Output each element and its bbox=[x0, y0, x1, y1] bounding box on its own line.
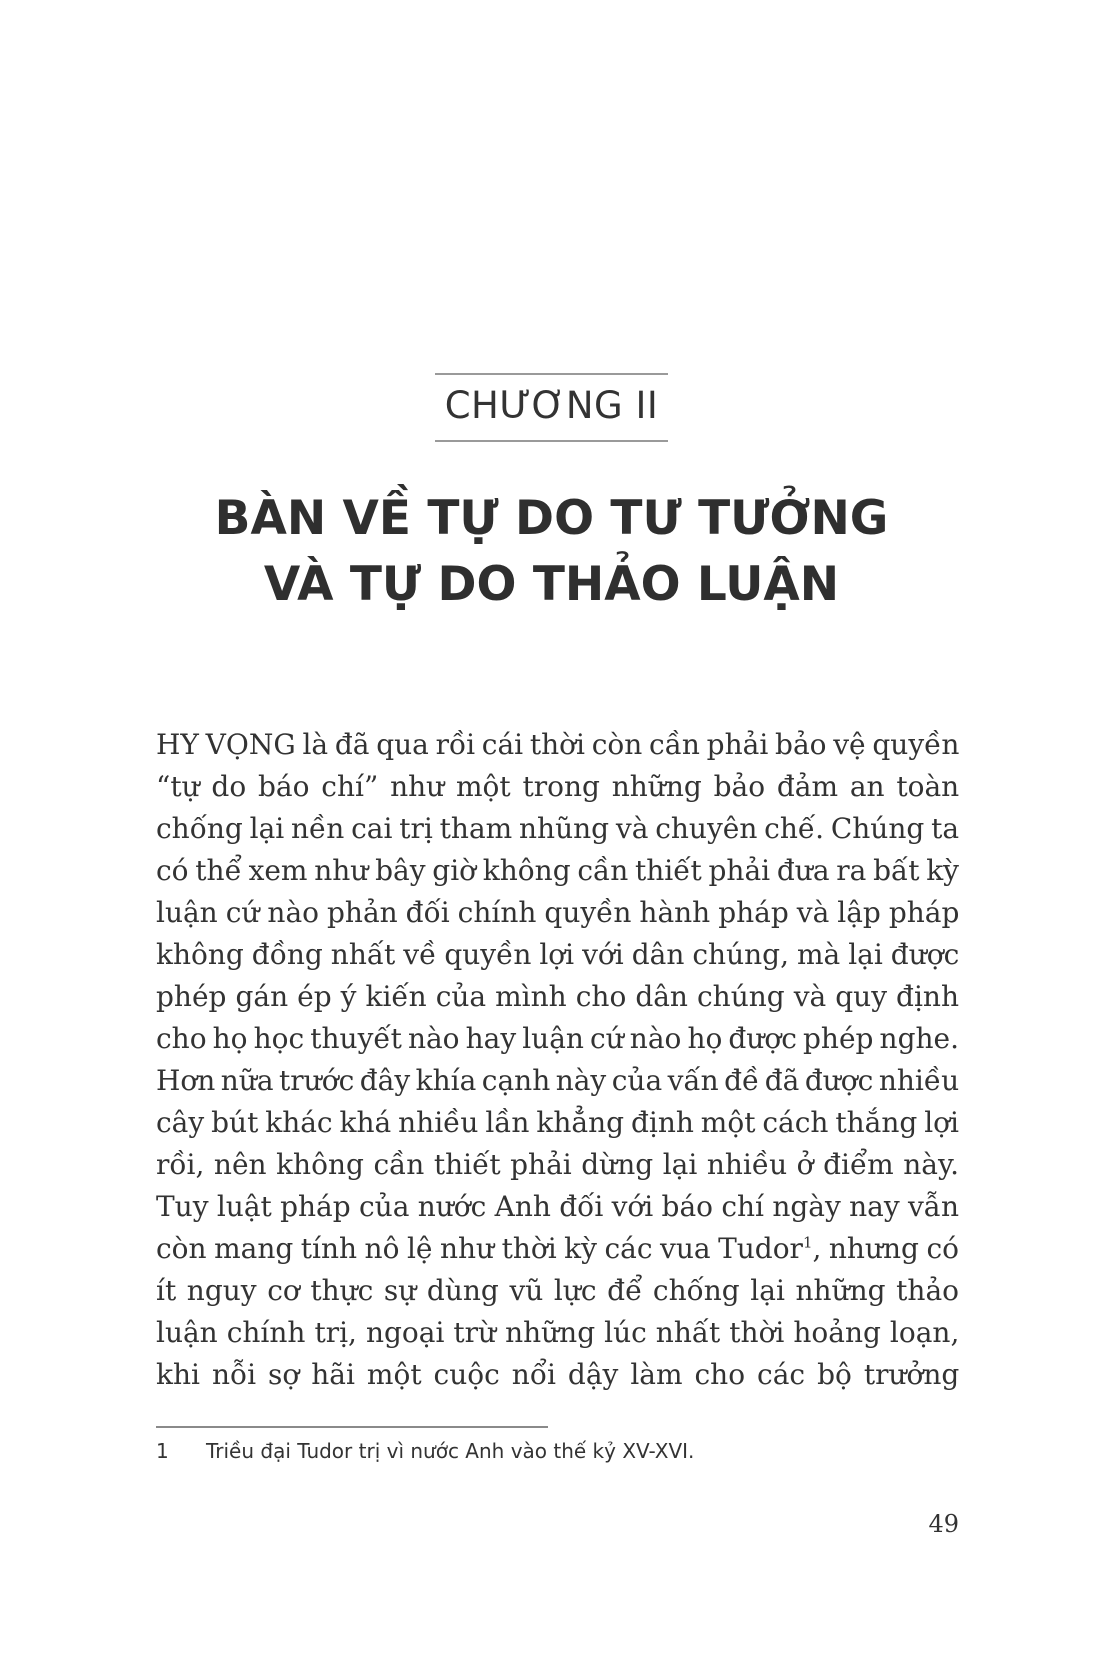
body-line: Tuy luật pháp của nước Anh đối với báo chí ngày nay vẫn bbox=[156, 1190, 959, 1223]
chapter-label: CHƯƠNG II bbox=[435, 373, 669, 442]
footnote-reference[interactable]: 1 bbox=[802, 1233, 813, 1252]
footnote-text: Triều đại Tudor trị vì nước Anh vào thế kỷ XV-XVI. bbox=[206, 1439, 695, 1463]
body-line: “tự do báo chí” như một trong những bảo đảm an toàn bbox=[156, 770, 960, 803]
body-line: không đồng nhất về quyền lợi với dân chúng, mà lại được bbox=[156, 938, 960, 971]
body-line: luận cứ nào phản đối chính quyền hành pháp và lập pháp bbox=[156, 896, 960, 929]
body-line: khi nỗi sợ hãi một cuộc nổi dậy làm cho các bộ trưởng bbox=[156, 1358, 960, 1391]
body-line: HY VỌNG là đã qua rồi cái thời còn cần phải bảo vệ quyền bbox=[156, 728, 960, 761]
body-line-text: , nhưng có bbox=[812, 1232, 960, 1265]
body-line-with-footnote bbox=[156, 1228, 959, 1270]
body-line: rồi, nên không cần thiết phải dừng lại nhiều ở điểm này. bbox=[156, 1148, 959, 1181]
chapter-title-line-1: BÀN VỀ TỰ DO TƯ TƯỞNG bbox=[214, 491, 889, 546]
body-line: có thể xem như bây giờ không cần thiết phải đưa ra bất kỳ bbox=[156, 854, 959, 887]
page-number: 49 bbox=[928, 1510, 959, 1538]
chapter-title bbox=[0, 486, 1103, 618]
body-line: phép gán ép ý kiến của mình cho dân chúng và quy định bbox=[156, 980, 959, 1013]
body-line: luận chính trị, ngoại trừ những lúc nhất thời hoảng loạn, bbox=[156, 1316, 960, 1349]
body-line: cho họ học thuyết nào hay luận cứ nào họ được phép nghe. bbox=[156, 1022, 959, 1055]
chapter-label-container bbox=[0, 373, 1103, 442]
footnote bbox=[156, 1439, 694, 1463]
body-line: ít nguy cơ thực sự dùng vũ lực để chống lại những thảo bbox=[156, 1274, 959, 1307]
footnote-divider bbox=[156, 1426, 548, 1428]
footnote-number: 1 bbox=[156, 1439, 169, 1463]
chapter-title-line-2: VÀ TỰ DO THẢO LUẬN bbox=[263, 557, 840, 612]
body-line: Hơn nữa trước đây khía cạnh này của vấn đề đã được nhiều bbox=[156, 1064, 960, 1097]
body-line-text: còn mang tính nô lệ như thời kỳ các vua Tudor bbox=[156, 1232, 803, 1265]
body-paragraph bbox=[156, 724, 959, 1396]
body-line: chống lại nền cai trị tham nhũng và chuyên chế. Chúng ta bbox=[156, 812, 960, 845]
body-line: cây bút khác khá nhiều lần khẳng định một cách thắng lợi bbox=[156, 1106, 959, 1139]
